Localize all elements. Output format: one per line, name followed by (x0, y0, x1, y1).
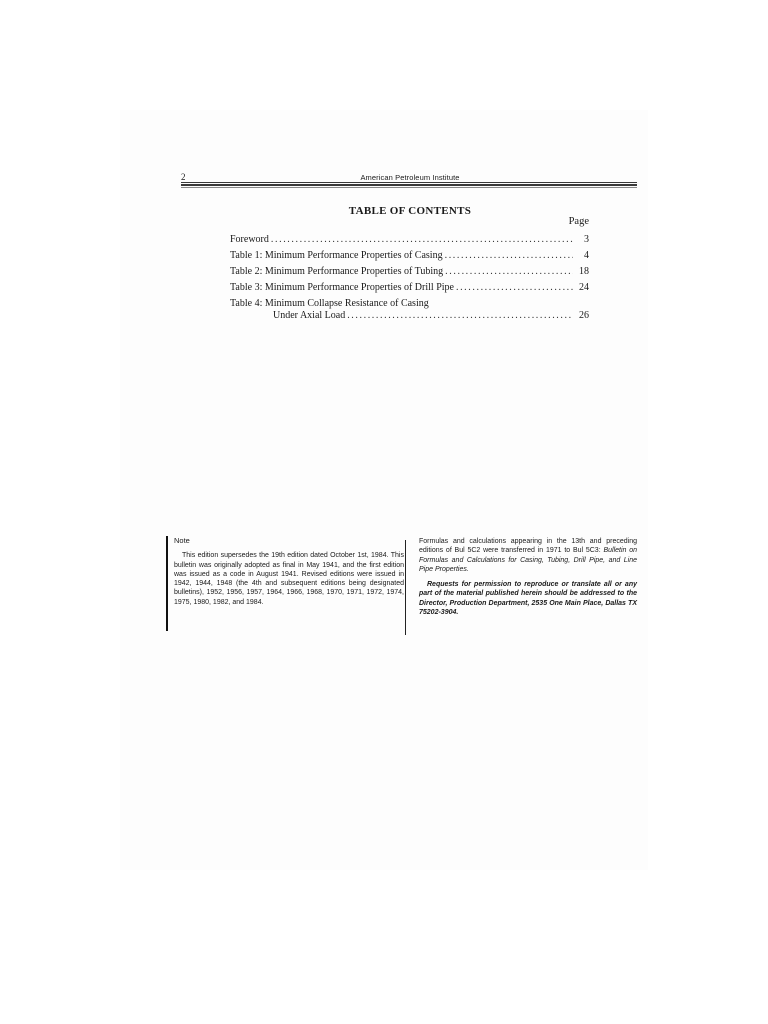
toc-entry-label: Table 4: Minimum Collapse Resistance of Casing (230, 298, 429, 309)
header-rule-middle (181, 184, 637, 186)
toc-leader-dots (456, 282, 573, 294)
toc-entry-table-2[interactable] (230, 266, 589, 282)
table-of-contents (230, 234, 589, 328)
toc-entry-label-continued: Under Axial Load (273, 310, 346, 321)
formulas-paragraph (419, 537, 637, 574)
note-body: This edition supersedes the 19th edition dated October 1st, 1984. This bulletin was originally adopted as final in May 1941, and the first edition was issued as a code in August 1941. Revised editions were issued in 1942, 1944, 1948 (the 4th and subsequent editions being designated bulletins), 1952, 1956, 1957, 1964, 1966, 1968, 1970, 1971, 1972, 1974, 1975, 1980, 1982, and 1984. (174, 552, 404, 606)
header-rule-bottom (181, 187, 637, 188)
toc-title: TABLE OF CONTENTS (348, 205, 472, 217)
toc-entry-page: 26 (579, 310, 589, 321)
toc-entry-page: 4 (584, 250, 589, 261)
toc-entry-page: 24 (579, 282, 589, 293)
toc-page-heading: Page (568, 216, 589, 227)
formulas-text: Formulas and calculations appearing in the 13th and preceding editions of Bul 5C2 were transferred in 1971 to Bul 5C3: (419, 538, 637, 555)
toc-entry-page: 3 (584, 234, 589, 245)
toc-entry-label: Table 3: Minimum Performance Properties of Drill Pipe (230, 282, 454, 293)
toc-entry-label: Foreword (230, 234, 269, 245)
header-rule-top (181, 182, 637, 183)
toc-entry-label: Table 2: Minimum Performance Properties of Tubing (230, 266, 444, 277)
running-title: American Petroleum Institute (360, 173, 460, 182)
toc-leader-dots (445, 250, 573, 262)
column-divider (405, 540, 406, 635)
toc-entry-table-3[interactable] (230, 282, 589, 298)
toc-entry-foreword[interactable] (230, 234, 589, 250)
toc-entry-page: 18 (579, 266, 589, 277)
toc-entry-table-1[interactable] (230, 250, 589, 266)
page-number: 2 (181, 172, 186, 182)
permission-paragraph: Requests for permission to reproduce or translate all or any part of the material published herein should be addressed to the Director, Production Department, 2535 One Main Place, Dallas TX 75202-3904. (419, 581, 637, 617)
edition-note (166, 536, 404, 631)
toc-entry-table-4[interactable] (230, 298, 589, 328)
formulas-note (419, 537, 637, 617)
toc-leader-dots (347, 310, 573, 322)
toc-leader-dots (271, 234, 573, 246)
bulletin-5c3-title: Bulletin on Formulas and Calculations for Casing, Tubing, Drill Pipe, and Line Pipe Properties. (419, 547, 637, 573)
toc-entry-label: Table 1: Minimum Performance Properties of Casing (230, 250, 443, 261)
toc-leader-dots (445, 266, 573, 278)
note-heading: Note (174, 536, 190, 545)
